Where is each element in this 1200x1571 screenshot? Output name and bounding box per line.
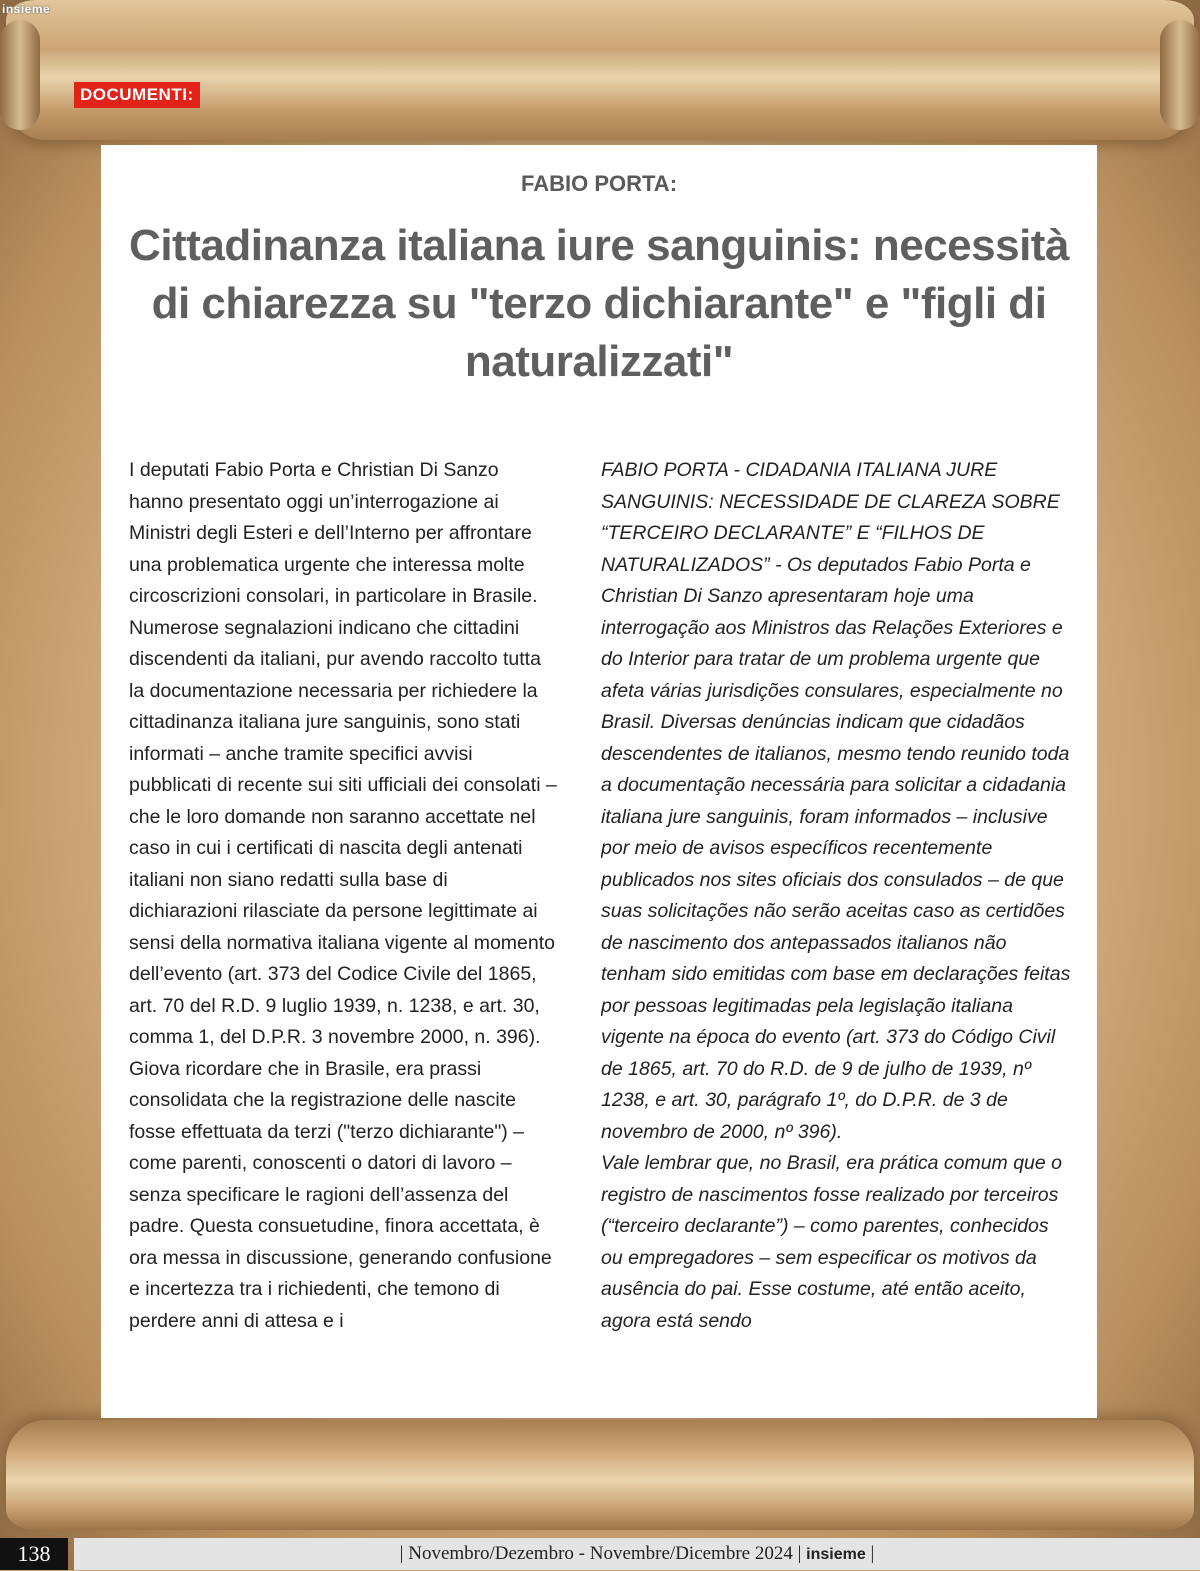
column-italian [129, 455, 557, 1415]
scroll-roll-bottom [6, 1420, 1194, 1530]
scroll-end-left [0, 20, 40, 130]
paragraph: FABIO PORTA - CIDADANIA ITALIANA JURE SANGUINIS: NECESSIDADE DE CLAREZA SOBRE “TERCEIRO DECLARANTE” E “FILHOS DE NATURALIZADOS” - Os deputados Fabio Porta e Christian Di Sanzo apresentaram hoje uma interrogação aos Ministros das Relações Exteriores e do Interior para tratar de um problema urgente que afeta várias jurisdições consulares, especialmente no Brasil. Diversas denúncias indicam que cidadãos descendentes de italianos, mesmo tendo reunido toda a documentação necessária para solicitar a cidadania italiana jure sanguinis, foram informados – inclusive por meio de avisos específicos recentemente publicados nos sites oficiais dos consulados – de que suas solicitações não serão aceitas caso as certidões de nascimento dos antepassados italianos não tenham sido emitidas com base em declarações feitas por pessoas legitimadas pela legislação italiana vigente na época do evento (art. 373 do Código Civil de 1865, art. 70 do R.D. de 9 de julho de 1939, nº 1238, e art. 30, parágrafo 1º, do D.P.R. de 3 de novembro de 2000, nº 396). [601, 459, 1071, 1143]
footer-issue-text: | Novembro/Dezembro - Novembre/Dicembre 2024 | [399, 1543, 802, 1564]
article-kicker: FABIO PORTA: [520, 171, 678, 196]
footer-end-bar: | [870, 1543, 875, 1564]
brand-logo: insieme [2, 2, 51, 16]
paragraph: I deputati Fabio Porta e Christian Di Sanzo hanno presentato oggi un’interrogazione ai Ministri degli Esteri e dell’Interno per affrontare una problematica urgente che interessa molte circoscrizioni consolari, in particolare in Brasile. Numerose segnalazioni indicano che cittadini discendenti da italiani, pur avendo raccolto tutta la documentazione necessaria per richiedere la cittadinanza italiana jure sanguinis, sono stati informati – anche tramite specifici avvisi pubblicati di recente sui siti ufficiali dei consolati – che le loro domande non saranno accettate nel caso in cui i certificati di nascita degli antenati italiani non siano redatti sulla base di dichiarazioni rilasciate da persone legittimate ai sensi della normativa italiana vigente al momento dell’evento (art. 373 del Codice Civile del 1865, art. 70 del R.D. 9 luglio 1939, n. 1238, e art. 30, comma 1, del D.P.R. 3 novembre 2000, n. 396). [129, 459, 557, 1048]
scroll-end-right [1160, 20, 1200, 130]
article [101, 145, 1097, 1418]
column-portuguese [601, 455, 1071, 1415]
page-number: 138 [0, 1538, 68, 1570]
scroll-roll-top [6, 0, 1194, 140]
paragraph: Vale lembrar que, no Brasil, era prática comum que o registro de nascimentos fosse realizado por terceiros (“terceiro declarante”) – como parentes, conhecidos ou empregadores – sem especificar os motivos da ausência do pai. Esse costume, até então aceito, agora está sendo [601, 1152, 1063, 1332]
section-tag: DOCUMENTI: [74, 82, 200, 108]
paragraph: Giova ricordare che in Brasile, era prassi consolidata che la registrazione delle nascite fosse effettuata da terzi ("terzo dichiarante") – come parenti, conoscenti o datori di lavoro – senza specificare le ragioni dell’assenza del padre. Questa consuetudine, finora accettata, è ora messa in discussione, generando confusione e incertezza tra i richiedenti, che temono di perdere anni di attesa e i [129, 1057, 552, 1332]
page-footer [0, 1538, 1200, 1570]
article-headline: Cittadinanza italiana iure sanguinis: necessità di chiarezza su "terzo dichiarante" e "figli di naturalizzati" [129, 221, 1069, 386]
footer-issue-bar [74, 1538, 1200, 1570]
footer-brand: insieme [806, 1546, 866, 1563]
